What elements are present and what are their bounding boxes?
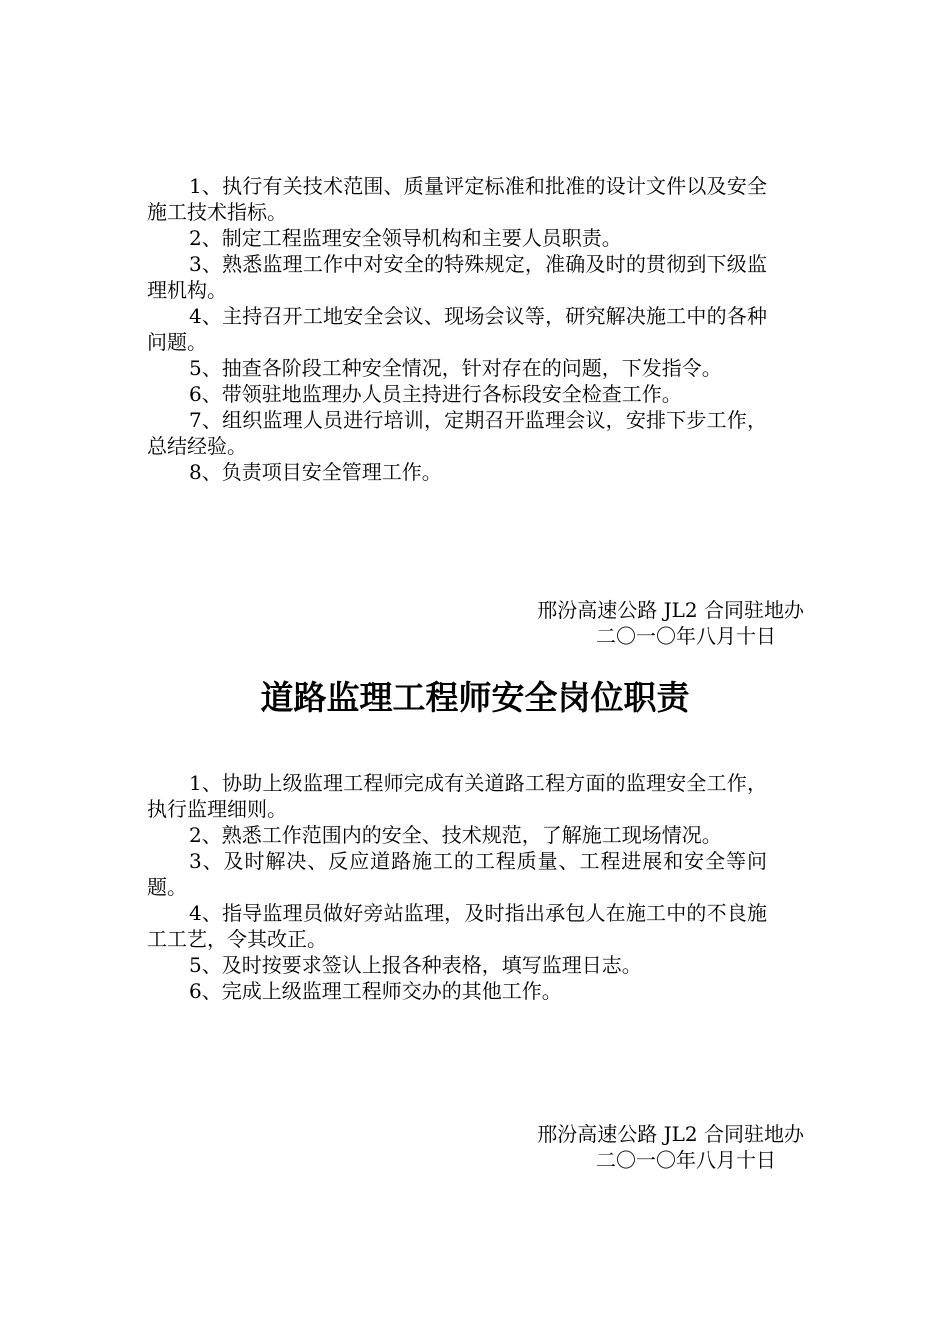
duty-item: 1、协助上级监理工程师完成有关道路工程方面的监理安全工作，执行监理细则。 (147, 771, 767, 821)
duty-item: 4、主持召开工地安全会议、现场会议等，研究解决施工中的各种问题。 (147, 304, 767, 354)
duty-item: 4、指导监理员做好旁站监理，及时指出承包人在施工中的不良施工工艺，令其改正。 (147, 901, 767, 951)
duty-list-2 (147, 770, 767, 1004)
duty-item: 1、执行有关技术范围、质量评定标准和批准的设计文件以及安全施工技术指标。 (147, 174, 767, 224)
duty-item: 3、熟悉监理工作中对安全的特殊规定，准确及时的贯彻到下级监理机构。 (147, 252, 767, 302)
duty-item: 8、负责项目安全管理工作。 (189, 460, 442, 484)
duty-list-1 (147, 173, 767, 485)
section-title: 道路监理工程师安全岗位职责 (260, 678, 690, 717)
duty-item: 6、带领驻地监理办人员主持进行各标段安全检查工作。 (189, 382, 682, 406)
duty-item: 6、完成上级监理工程师交办的其他工作。 (189, 979, 562, 1003)
duty-item: 2、熟悉工作范围内的安全、技术规范，了解施工现场情况。 (189, 823, 722, 847)
signature-date: 二〇一〇年八月十日 (596, 1148, 776, 1172)
signature-org: 邢汾高速公路 JL2 合同驻地办 (537, 598, 804, 622)
duty-item: 3、及时解决、反应道路施工的工程质量、工程进展和安全等问题。 (147, 849, 767, 899)
signature-block-2 (464, 1121, 804, 1173)
duty-item: 5、抽查各阶段工种安全情况，针对存在的问题，下发指令。 (189, 356, 722, 380)
signature-org: 邢汾高速公路 JL2 合同驻地办 (537, 1122, 804, 1146)
duty-item: 7、组织监理人员进行培训，定期召开监理会议，安排下步工作，总结经验。 (147, 408, 767, 458)
signature-date: 二〇一〇年八月十日 (596, 624, 776, 648)
duty-item: 2、制定工程监理安全领导机构和主要人员职责。 (189, 226, 622, 250)
duty-item: 5、及时按要求签认上报各种表格，填写监理日志。 (189, 953, 642, 977)
signature-block-1 (464, 597, 804, 649)
